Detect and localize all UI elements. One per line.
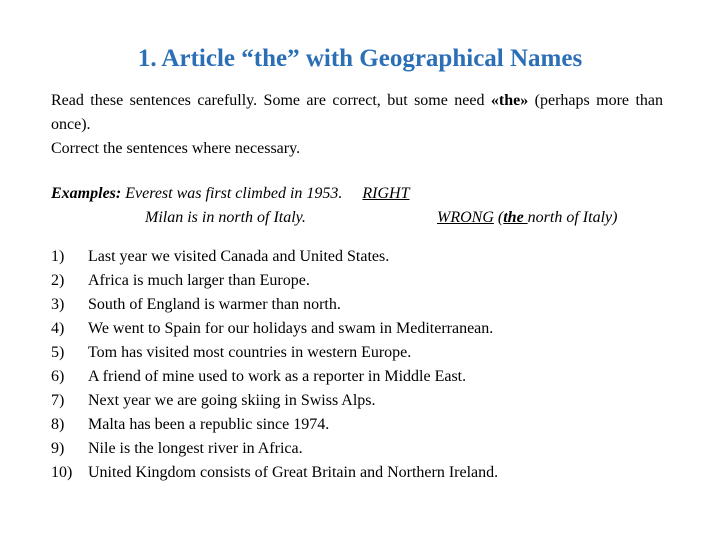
sentence-list (51, 245, 691, 485)
instructions (51, 89, 663, 161)
examples-block (51, 182, 681, 230)
item-text: Last year we visited Canada and United States. (88, 248, 390, 265)
item-number: 8) (51, 416, 65, 433)
list-item (51, 389, 691, 413)
item-number: 6) (51, 368, 65, 385)
item-text: South of England is warmer than north. (88, 296, 341, 313)
example-2-verdict-group (437, 206, 617, 230)
example-2-correction-open: ( (497, 209, 504, 226)
item-text: Africa is much larger than Europe. (88, 272, 310, 289)
item-number: 3) (51, 296, 65, 313)
item-text: Tom has visited most countries in western Europe. (88, 344, 412, 361)
item-number: 5) (51, 344, 65, 361)
item-number: 2) (51, 272, 65, 289)
item-number: 10) (51, 464, 73, 481)
slide-title: 1. Article “the” with Geographical Names (137, 45, 583, 72)
item-text: Malta has been a republic since 1974. (88, 416, 330, 433)
list-item (51, 293, 691, 317)
instruction-paragraph (51, 89, 663, 137)
example-row-1 (51, 182, 681, 206)
list-item (51, 245, 691, 269)
item-number: 4) (51, 320, 65, 337)
instruction-text-start: Read these sentences carefully. Some are correct, but some need (51, 92, 491, 109)
instruction-correct-line: Correct the sentences where necessary. (51, 140, 301, 157)
list-item (51, 413, 691, 437)
list-item (51, 437, 691, 461)
examples-label: Examples: (51, 185, 122, 202)
example-row-2 (51, 206, 681, 230)
instruction-the-keyword: «the» (490, 92, 529, 109)
list-item (51, 461, 691, 485)
example-1-verdict: RIGHT (362, 185, 410, 202)
list-item (51, 365, 691, 389)
example-2-sentence: Milan is in north of Italy. (145, 209, 306, 226)
item-number: 9) (51, 440, 65, 457)
item-text: A friend of mine used to work as a reporter in Middle East. (88, 368, 467, 385)
item-text: We went to Spain for our holidays and swam in Mediterranean. (88, 320, 494, 337)
example-2-correction-rest: north of Italy) (527, 209, 618, 226)
item-text: Nile is the longest river in Africa. (88, 440, 303, 457)
list-item (51, 317, 691, 341)
item-number: 7) (51, 392, 65, 409)
example-2-verdict: WRONG (437, 209, 494, 226)
item-text: Next year we are going skiing in Swiss Alps. (88, 392, 376, 409)
example-1-sentence: Everest was first climbed in 1953. (125, 185, 343, 202)
example-2-correction-the: the (503, 209, 528, 226)
item-text: United Kingdom consists of Great Britain and Northern Ireland. (88, 464, 499, 481)
list-item (51, 341, 691, 365)
list-item (51, 269, 691, 293)
item-number: 1) (51, 248, 65, 265)
instruction-text-end: (perhaps more than once). (51, 92, 663, 133)
